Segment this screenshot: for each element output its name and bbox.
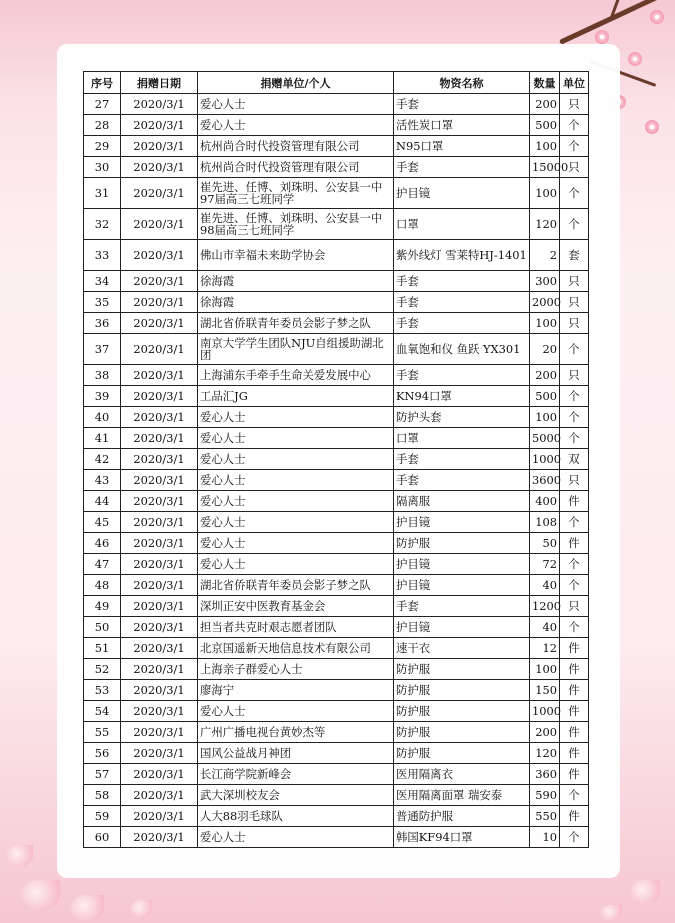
table-row [84, 178, 589, 209]
donor-name: 爱心人士 [198, 512, 394, 533]
quantity: 40 [530, 575, 560, 596]
table-row [84, 827, 589, 848]
quantity: 150 [530, 680, 560, 701]
table-row [84, 764, 589, 785]
unit: 件 [560, 533, 589, 554]
unit: 件 [560, 743, 589, 764]
row-number: 48 [84, 575, 121, 596]
item-name: 防护服 [394, 533, 530, 554]
quantity: 12 [530, 638, 560, 659]
item-name: 血氧饱和仪 鱼跃 YX301 [394, 334, 530, 365]
quantity: 1000 [530, 449, 560, 470]
unit: 套 [560, 240, 589, 271]
donor-name: 武大深圳校友会 [198, 785, 394, 806]
unit: 个 [560, 617, 589, 638]
row-number: 41 [84, 428, 121, 449]
donor-name: 爱心人士 [198, 491, 394, 512]
item-name: 护目镜 [394, 575, 530, 596]
row-number: 28 [84, 115, 121, 136]
donation-date: 2020/3/1 [121, 785, 198, 806]
donation-date: 2020/3/1 [121, 428, 198, 449]
donor-name: 上海浦东手牵手生命关爱发展中心 [198, 365, 394, 386]
row-number: 27 [84, 94, 121, 115]
unit: 件 [560, 680, 589, 701]
donation-date: 2020/3/1 [121, 470, 198, 491]
donor-name: 湖北省侨联青年委员会影子梦之队 [198, 575, 394, 596]
row-number: 29 [84, 136, 121, 157]
unit: 个 [560, 334, 589, 365]
table-row [84, 680, 589, 701]
donor-name: 爱心人士 [198, 554, 394, 575]
donor-name: 广州广播电视台黄妙杰等 [198, 722, 394, 743]
item-name: 口罩 [394, 428, 530, 449]
item-name: 手套 [394, 470, 530, 491]
unit: 个 [560, 512, 589, 533]
donor-name: 佛山市幸福未来助学协会 [198, 240, 394, 271]
row-number: 51 [84, 638, 121, 659]
donor-name: 崔先进、任博、刘珠明、公安县一中97届高三七班同学 [198, 178, 394, 209]
donor-name: 担当者共克时艰志愿者团队 [198, 617, 394, 638]
quantity: 40 [530, 617, 560, 638]
quantity: 15000 [530, 157, 560, 178]
donor-name: 人大88羽毛球队 [198, 806, 394, 827]
donation-date: 2020/3/1 [121, 806, 198, 827]
unit: 只 [560, 470, 589, 491]
donation-date: 2020/3/1 [121, 157, 198, 178]
quantity: 200 [530, 722, 560, 743]
unit: 个 [560, 115, 589, 136]
donor-name: 徐海霞 [198, 271, 394, 292]
item-name: 普通防护服 [394, 806, 530, 827]
row-number: 45 [84, 512, 121, 533]
donor-name: 爱心人士 [198, 533, 394, 554]
quantity: 100 [530, 659, 560, 680]
item-name: 手套 [394, 157, 530, 178]
unit: 个 [560, 827, 589, 848]
quantity: 120 [530, 743, 560, 764]
row-number: 42 [84, 449, 121, 470]
quantity: 200 [530, 365, 560, 386]
quantity: 3600 [530, 470, 560, 491]
donation-date: 2020/3/1 [121, 701, 198, 722]
table-row [84, 659, 589, 680]
table-row [84, 806, 589, 827]
quantity: 400 [530, 491, 560, 512]
col-header-unit: 单位 [560, 72, 589, 94]
donation-date: 2020/3/1 [121, 334, 198, 365]
donation-date: 2020/3/1 [121, 407, 198, 428]
donor-name: 上海亲子群爱心人士 [198, 659, 394, 680]
quantity: 360 [530, 764, 560, 785]
item-name: 手套 [394, 365, 530, 386]
item-name: 防护服 [394, 701, 530, 722]
donation-date: 2020/3/1 [121, 659, 198, 680]
unit: 件 [560, 764, 589, 785]
item-name: 紫外线灯 雪莱特HJ-1401 [394, 240, 530, 271]
donation-date: 2020/3/1 [121, 638, 198, 659]
item-name: N95口罩 [394, 136, 530, 157]
quantity: 20 [530, 334, 560, 365]
table-row [84, 94, 589, 115]
donor-name: 湖北省侨联青年委员会影子梦之队 [198, 313, 394, 334]
col-header-item: 物资名称 [394, 72, 530, 94]
row-number: 54 [84, 701, 121, 722]
unit: 只 [560, 94, 589, 115]
quantity: 100 [530, 136, 560, 157]
col-header-donor: 捐赠单位/个人 [198, 72, 394, 94]
table-row [84, 240, 589, 271]
quantity: 100 [530, 407, 560, 428]
donation-date: 2020/3/1 [121, 680, 198, 701]
item-name: 手套 [394, 94, 530, 115]
donation-date: 2020/3/1 [121, 554, 198, 575]
item-name: 医用隔离衣 [394, 764, 530, 785]
table-row [84, 449, 589, 470]
quantity: 120 [530, 209, 560, 240]
table-row [84, 428, 589, 449]
table-row [84, 407, 589, 428]
donor-name: 爱心人士 [198, 94, 394, 115]
donation-date: 2020/3/1 [121, 764, 198, 785]
unit: 件 [560, 638, 589, 659]
item-name: 防护服 [394, 722, 530, 743]
row-number: 58 [84, 785, 121, 806]
unit: 只 [560, 271, 589, 292]
item-name: 手套 [394, 271, 530, 292]
donation-date: 2020/3/1 [121, 722, 198, 743]
table-row [84, 209, 589, 240]
item-name: 韩国KF94口罩 [394, 827, 530, 848]
item-name: 手套 [394, 449, 530, 470]
item-name: 防护服 [394, 743, 530, 764]
donation-date: 2020/3/1 [121, 449, 198, 470]
unit: 个 [560, 136, 589, 157]
col-header-date: 捐赠日期 [121, 72, 198, 94]
table-row [84, 386, 589, 407]
item-name: KN94口罩 [394, 386, 530, 407]
unit: 个 [560, 386, 589, 407]
quantity: 500 [530, 386, 560, 407]
unit: 只 [560, 365, 589, 386]
row-number: 47 [84, 554, 121, 575]
donation-table [83, 71, 589, 848]
table-row [84, 701, 589, 722]
table-row [84, 115, 589, 136]
row-number: 37 [84, 334, 121, 365]
item-name: 防护头套 [394, 407, 530, 428]
row-number: 36 [84, 313, 121, 334]
quantity: 10 [530, 827, 560, 848]
row-number: 56 [84, 743, 121, 764]
unit: 只 [560, 157, 589, 178]
donation-date: 2020/3/1 [121, 292, 198, 313]
quantity: 200 [530, 94, 560, 115]
unit: 个 [560, 407, 589, 428]
row-number: 55 [84, 722, 121, 743]
quantity: 1000 [530, 701, 560, 722]
table-row [84, 785, 589, 806]
table-row [84, 596, 589, 617]
unit: 件 [560, 491, 589, 512]
col-header-qty: 数量 [530, 72, 560, 94]
quantity: 500 [530, 115, 560, 136]
table-row [84, 271, 589, 292]
quantity: 108 [530, 512, 560, 533]
row-number: 34 [84, 271, 121, 292]
unit: 件 [560, 722, 589, 743]
unit: 只 [560, 596, 589, 617]
donor-name: 南京大学学生团队NJU自组援助湖北团 [198, 334, 394, 365]
table-row [84, 533, 589, 554]
row-number: 31 [84, 178, 121, 209]
donation-date: 2020/3/1 [121, 575, 198, 596]
table-row [84, 554, 589, 575]
row-number: 57 [84, 764, 121, 785]
quantity: 100 [530, 178, 560, 209]
donation-date: 2020/3/1 [121, 365, 198, 386]
item-name: 防护服 [394, 659, 530, 680]
item-name: 手套 [394, 292, 530, 313]
unit: 只 [560, 292, 589, 313]
unit: 个 [560, 554, 589, 575]
item-name: 速干衣 [394, 638, 530, 659]
donation-date: 2020/3/1 [121, 617, 198, 638]
item-name: 手套 [394, 313, 530, 334]
row-number: 32 [84, 209, 121, 240]
row-number: 39 [84, 386, 121, 407]
row-number: 38 [84, 365, 121, 386]
unit: 个 [560, 209, 589, 240]
donor-name: 崔先进、任博、刘珠明、公安县一中98届高三七班同学 [198, 209, 394, 240]
row-number: 30 [84, 157, 121, 178]
table-body [84, 94, 589, 848]
donation-date: 2020/3/1 [121, 313, 198, 334]
donation-date: 2020/3/1 [121, 491, 198, 512]
row-number: 44 [84, 491, 121, 512]
donor-name: 长江商学院新峰会 [198, 764, 394, 785]
quantity: 72 [530, 554, 560, 575]
donation-date: 2020/3/1 [121, 512, 198, 533]
item-name: 隔离服 [394, 491, 530, 512]
table-row [84, 136, 589, 157]
table-row [84, 365, 589, 386]
donor-name: 爱心人士 [198, 115, 394, 136]
donor-name: 爱心人士 [198, 827, 394, 848]
table-row [84, 157, 589, 178]
quantity: 2 [530, 240, 560, 271]
donor-name: 爱心人士 [198, 449, 394, 470]
row-number: 53 [84, 680, 121, 701]
row-number: 43 [84, 470, 121, 491]
unit: 件 [560, 701, 589, 722]
table-row [84, 292, 589, 313]
quantity: 100 [530, 313, 560, 334]
donation-date: 2020/3/1 [121, 94, 198, 115]
donation-date: 2020/3/1 [121, 827, 198, 848]
donor-name: 深圳正安中医教育基金会 [198, 596, 394, 617]
donation-date: 2020/3/1 [121, 240, 198, 271]
col-header-no: 序号 [84, 72, 121, 94]
donor-name: 杭州尚合时代投资管理有限公司 [198, 136, 394, 157]
donation-date: 2020/3/1 [121, 596, 198, 617]
donation-date: 2020/3/1 [121, 271, 198, 292]
donation-date: 2020/3/1 [121, 115, 198, 136]
row-number: 33 [84, 240, 121, 271]
unit: 件 [560, 806, 589, 827]
donor-name: 国风公益战月神团 [198, 743, 394, 764]
unit: 件 [560, 659, 589, 680]
item-name: 医用隔离面罩 瑞安泰 [394, 785, 530, 806]
quantity: 5000 [530, 428, 560, 449]
donor-name: 爱心人士 [198, 701, 394, 722]
quantity: 2000 [530, 292, 560, 313]
row-number: 49 [84, 596, 121, 617]
donation-date: 2020/3/1 [121, 136, 198, 157]
unit: 只 [560, 313, 589, 334]
unit: 双 [560, 449, 589, 470]
unit: 个 [560, 575, 589, 596]
row-number: 46 [84, 533, 121, 554]
donor-name: 爱心人士 [198, 428, 394, 449]
donor-name: 徐海霞 [198, 292, 394, 313]
quantity: 550 [530, 806, 560, 827]
table-row [84, 575, 589, 596]
table-row [84, 313, 589, 334]
item-name: 护目镜 [394, 617, 530, 638]
item-name: 活性炭口罩 [394, 115, 530, 136]
quantity: 1200 [530, 596, 560, 617]
table-row [84, 722, 589, 743]
row-number: 60 [84, 827, 121, 848]
item-name: 防护服 [394, 680, 530, 701]
table-row [84, 743, 589, 764]
table-row [84, 470, 589, 491]
row-number: 50 [84, 617, 121, 638]
row-number: 59 [84, 806, 121, 827]
item-name: 护目镜 [394, 512, 530, 533]
table-row [84, 334, 589, 365]
unit: 个 [560, 785, 589, 806]
quantity: 590 [530, 785, 560, 806]
quantity: 50 [530, 533, 560, 554]
row-number: 52 [84, 659, 121, 680]
donation-date: 2020/3/1 [121, 209, 198, 240]
donation-date: 2020/3/1 [121, 743, 198, 764]
table-header [84, 72, 589, 94]
donor-name: 爱心人士 [198, 470, 394, 491]
item-name: 口罩 [394, 209, 530, 240]
table-row [84, 512, 589, 533]
row-number: 35 [84, 292, 121, 313]
item-name: 护目镜 [394, 554, 530, 575]
donor-name: 北京国遥新天地信息技术有限公司 [198, 638, 394, 659]
row-number: 40 [84, 407, 121, 428]
item-name: 手套 [394, 596, 530, 617]
donor-name: 杭州尚合时代投资管理有限公司 [198, 157, 394, 178]
unit: 个 [560, 428, 589, 449]
donor-name: 爱心人士 [198, 407, 394, 428]
table-row [84, 617, 589, 638]
table-row [84, 491, 589, 512]
donation-date: 2020/3/1 [121, 178, 198, 209]
table-row [84, 638, 589, 659]
donor-name: 工品汇JG [198, 386, 394, 407]
donation-date: 2020/3/1 [121, 533, 198, 554]
quantity: 300 [530, 271, 560, 292]
item-name: 护目镜 [394, 178, 530, 209]
donor-name: 廖海宁 [198, 680, 394, 701]
unit: 个 [560, 178, 589, 209]
donation-date: 2020/3/1 [121, 386, 198, 407]
